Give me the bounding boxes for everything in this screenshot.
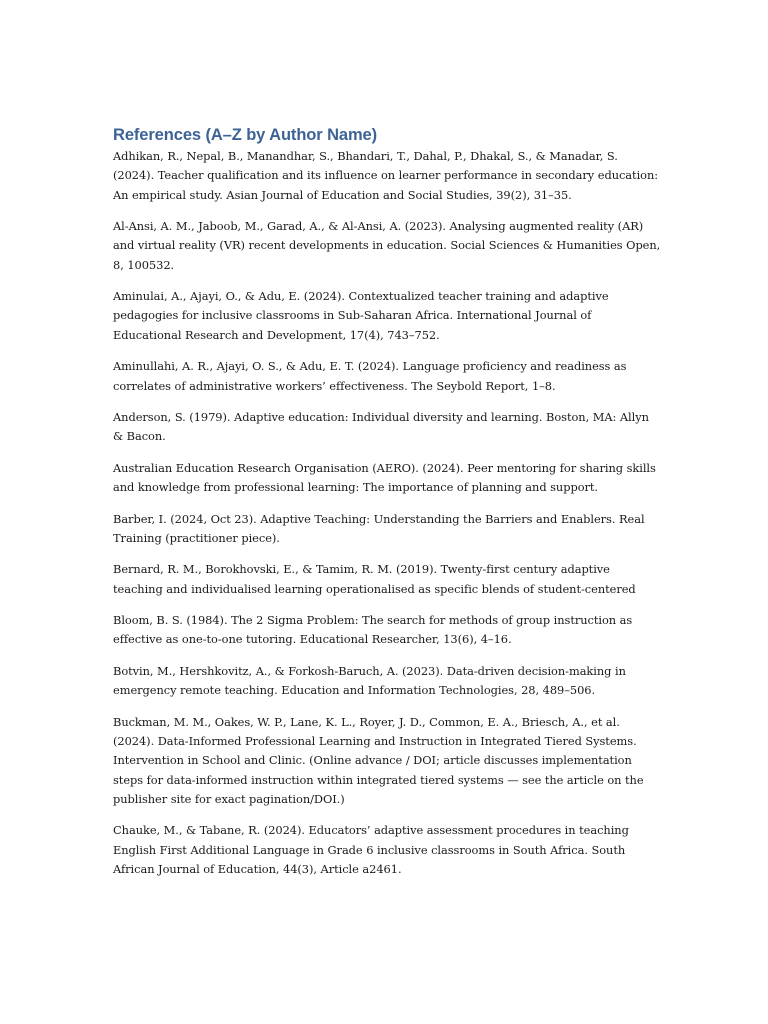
reference-entry: Chauke, M., & Tabane, R. (2024). Educators’ adaptive assessment procedures in teaching English First Additional Language in Grade 6 inclusive classrooms in South Africa. South African Journal of Education, 44(3), Article a2461. bbox=[113, 823, 629, 876]
references-section bbox=[113, 124, 661, 891]
reference-entry: Al-Ansi, A. M., Jaboob, M., Garad, A., & Al-Ansi, A. (2023). Analysing augmented reality (AR) and virtual reality (VR) recent developments in education. Social Sciences & Humanities Open, 8, 100532. bbox=[113, 219, 661, 272]
reference-entry: Botvin, M., Hershkovitz, A., & Forkosh-Baruch, A. (2023). Data-driven decision-making in emergency remote teaching. Education and Information Technologies, 28, 489–506. bbox=[113, 663, 626, 698]
reference-entry: Aminulai, A., Ajayi, O., & Adu, E. (2024). Contextualized teacher training and adaptive pedagogies for inclusive classrooms in Sub-Saharan Africa. International Journal of Educational Research and Development, 17(4), 743–752. bbox=[113, 289, 609, 342]
reference-entry: Bloom, B. S. (1984). The 2 Sigma Problem: The search for methods of group instruction as effective as one-to-one tutoring. Educational Researcher, 13(6), 4–16. bbox=[113, 613, 633, 647]
reference-entry: Bernard, R. M., Borokhovski, E., & Tamim, R. M. (2019). Twenty-first century adaptive teaching and individualised learning operationalised as specific blends of student-centered bbox=[113, 562, 636, 596]
reference-entry: Aminullahi, A. R., Ajayi, O. S., & Adu, E. T. (2024). Language proficiency and readiness as correlates of administrative workers’ effectiveness. The Seybold Report, 1–8. bbox=[113, 359, 627, 393]
references-heading: References (A–Z by Author Name) bbox=[113, 126, 378, 144]
reference-entry: Adhikan, R., Nepal, B., Manandhar, S., Bhandari, T., Dahal, P., Dhakal, S., & Manadar, S. (2024). Teacher qualification and its influence on learner performance in secondary education: An empirical study. Asian Journal of Education and Social Studies, 39(2), 31–35. bbox=[113, 149, 659, 202]
reference-entry: Buckman, M. M., Oakes, W. P., Lane, K. L., Royer, J. D., Common, E. A., Briesch, A., et al. (2024). Data-Informed Professional Learning and Instruction in Integrated Tiered Systems. Intervention in School and Clinic. (Online advance / DOI; article discusses implementation steps for data-informed instruction within integrated tiered systems — see the article on the publisher site for exact pagination/DOI.) bbox=[113, 714, 644, 806]
reference-entry: Australian Education Research Organisation (AERO). (2024). Peer mentoring for sharing skills and knowledge from professional learning: The importance of planning and support. bbox=[113, 460, 656, 495]
reference-entry: Anderson, S. (1979). Adaptive education: Individual diversity and learning. Boston, MA: Allyn & Bacon. bbox=[113, 410, 649, 444]
reference-entry: Barber, I. (2024, Oct 23). Adaptive Teaching: Understanding the Barriers and Enablers. Real Training (practitioner piece). bbox=[113, 511, 645, 545]
